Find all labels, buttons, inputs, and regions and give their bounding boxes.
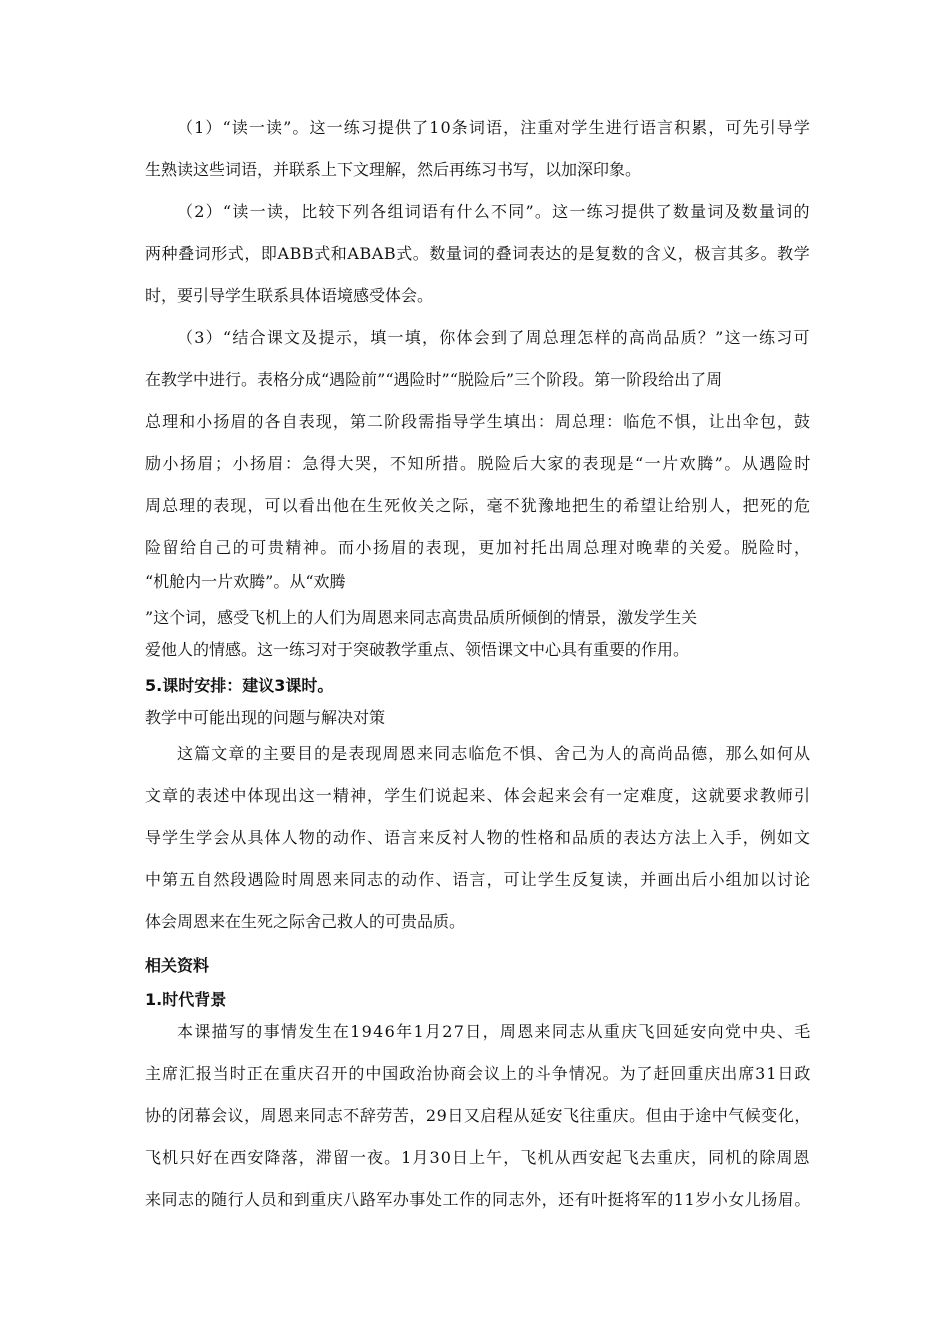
text-line: 体会周恩来在生死之际舍己救人的可贵品质。 [145,912,466,931]
text-line: 总理和小扬眉的各自表现，第二阶段需指导学生填出：周总理：临危不惧，让出伞包，鼓 [145,412,812,431]
text-line: 本课描写的事情发生在1946年1月27日，周恩来同志从重庆飞回延安向党中央、毛 [177,1022,812,1041]
text-line: 励小扬眉；小扬眉：急得大哭，不知所措。脱险后大家的表现是“一片欢腾”。从遇险时 [145,454,812,473]
text-line: 文章的表述中体现出这一精神，学生们说起来、体会起来会有一定难度，这就要求教师引 [145,786,812,805]
text-line: 相关资料 [145,956,210,975]
text-line: “机舱内一片欢腾”。从“欢腾 [145,572,346,591]
text-line: 协的闭幕会议，周恩来同志不辞劳苦，29日又启程从延安飞往重庆。但由于途中气候变化， [145,1106,811,1125]
text-line: 两种叠词形式，即ABB式和ABAB式。数量词的叠词表达的是复数的含义，极言其多。教学 [145,244,811,263]
text-line: 生熟读这些词语，并联系上下文理解，然后再练习书写，以加深印象。 [145,160,642,179]
text-line: 导学生学会从具体人物的动作、语言来反衬人物的性格和品质的表达方法上入手，例如文 [145,828,812,847]
text-line: 中第五自然段遇险时周恩来同志的动作、语言，可让学生反复读，并画出后小组加以讨论 [145,870,812,889]
text-line: 险留给自己的可贵精神。而小扬眉的表现，更加衬托出周总理对晚辈的关爱。脱险时， [145,538,812,557]
text-line: 1.时代背景 [145,990,227,1009]
text-line: 飞机只好在西安降落，滞留一夜。1月30日上午，飞机从西安起飞去重庆，同机的除周恩 [145,1148,811,1167]
text-line: 爱他人的情感。这一练习对于突破教学重点、领悟课文中心具有重要的作用。 [145,640,690,659]
text-line: （1）“读一读”。这一练习提供了10条词语，注重对学生进行语言积累，可先引导学 [177,118,812,137]
text-line: 教学中可能出现的问题与解决对策 [145,708,386,727]
text-line: 周总理的表现，可以看出他在生死攸关之际，毫不犹豫地把生的希望让给别人，把死的危 [145,496,812,515]
text-line: 5.课时安排：建议3课时。 [145,676,334,695]
text-line: （3）“结合课文及提示，填一填，你体会到了周总理怎样的高尚品质？”这一练习可 [177,328,811,347]
text-line: 这篇文章的主要目的是表现周恩来同志临危不惧、舍己为人的高尚品德，那么如何从 [177,744,812,763]
text-line: （2）“读一读，比较下列各组词语有什么不同”。这一练习提供了数量词及数量词的 [177,202,811,221]
text-line: 主席汇报当时正在重庆召开的中国政治协商会议上的斗争情况。为了赶回重庆出席31日政 [145,1064,812,1083]
text-line: ”这个词，感受飞机上的人们为周恩来同志高贵品质所倾倒的情景，激发学生关 [145,608,698,627]
text-line: 时，要引导学生联系具体语境感受体会。 [145,286,434,305]
text-line: 来同志的随行人员和到重庆八路军办事处工作的同志外，还有叶挺将军的11岁小女儿扬眉。 [145,1190,811,1209]
text-line: 在教学中进行。表格分成“遇险前”“遇险时”“脱险后”三个阶段。第一阶段给出了周 [145,370,723,389]
